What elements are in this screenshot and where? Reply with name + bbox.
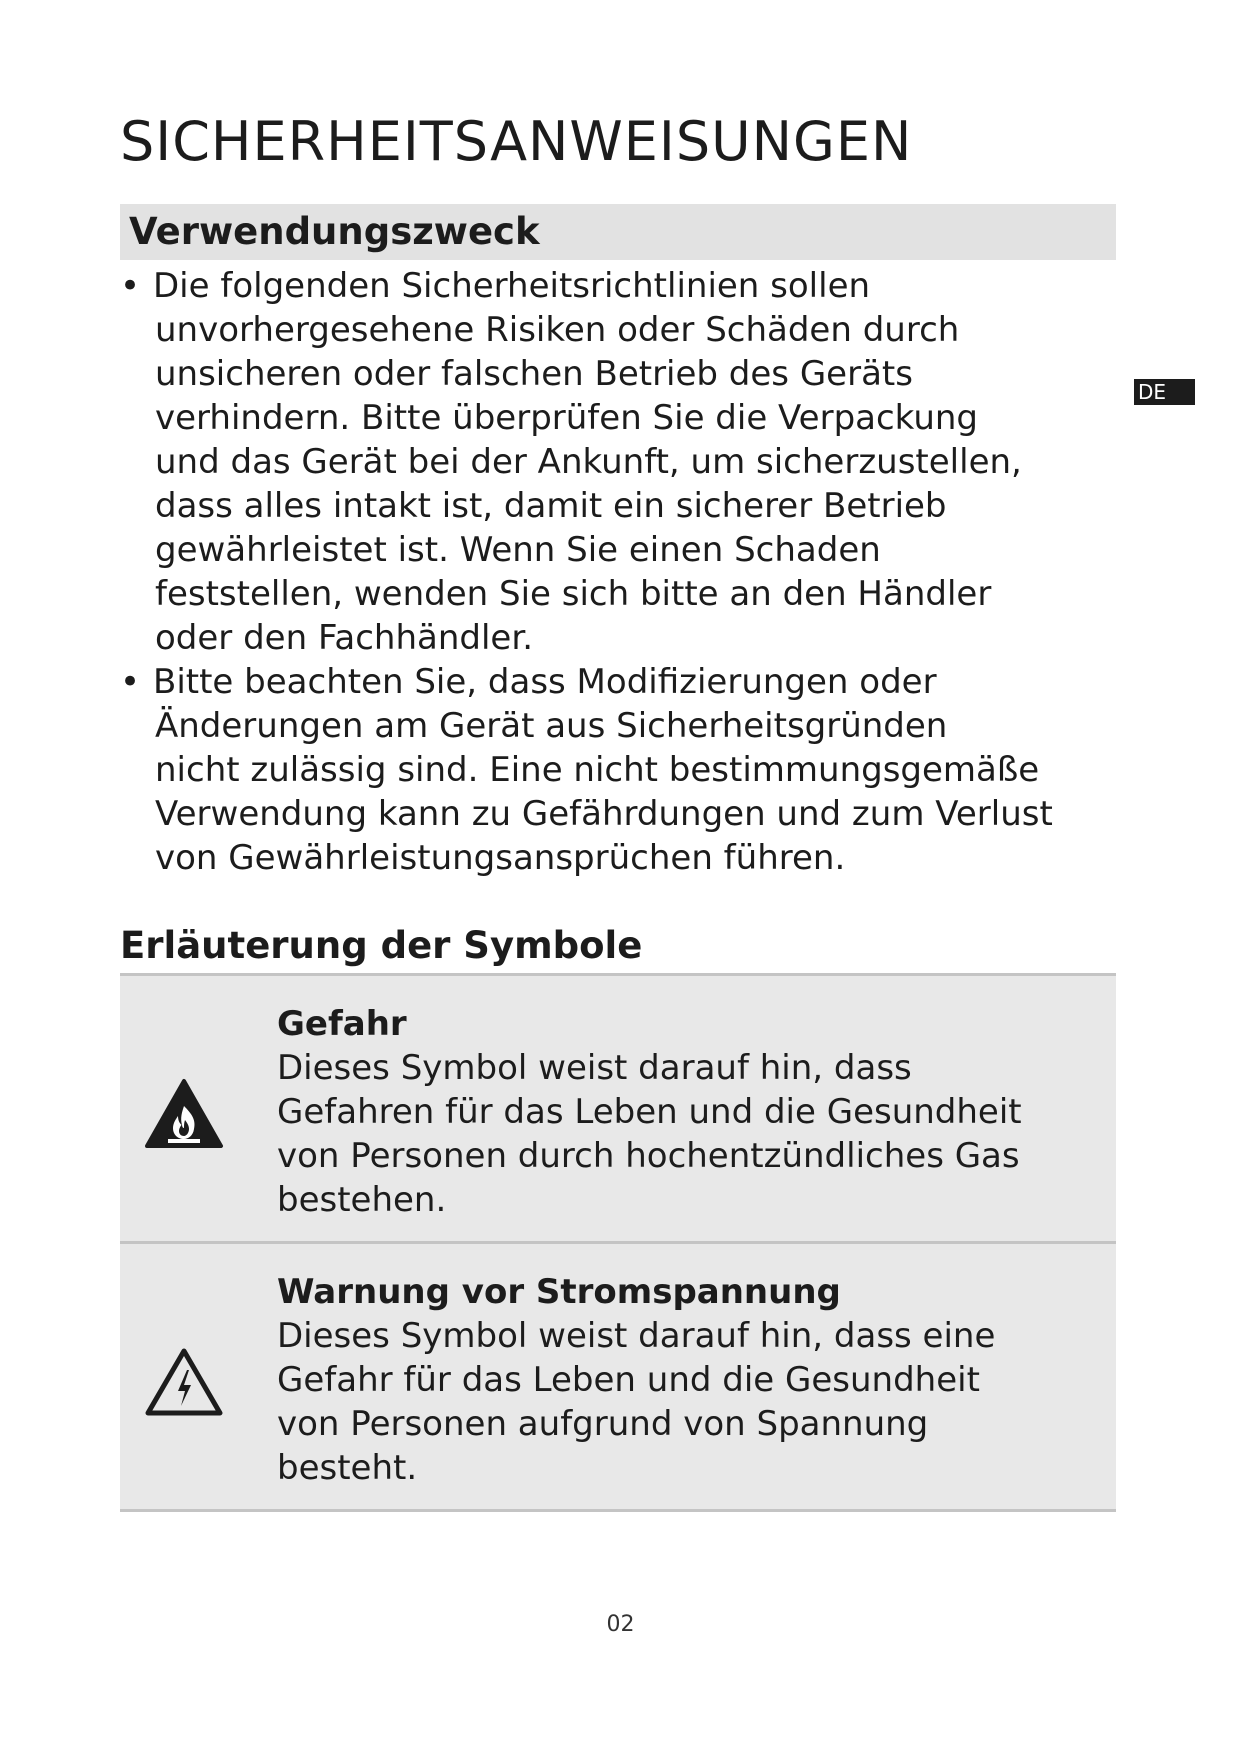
symbol-title: Warnung vor Stromspannung: [277, 1272, 841, 1312]
flame-warning-icon: [144, 1078, 224, 1150]
bullet-marker: •: [120, 662, 141, 702]
page-number: 02: [606, 1612, 635, 1637]
text-line: Änderungen am Gerät aus Sicherheitsgründen: [155, 706, 948, 746]
electric-warning-icon: [144, 1346, 224, 1418]
text-line: Verwendung kann zu Gefährdungen und zum Verlust: [155, 794, 1053, 834]
text-line: besteht.: [277, 1448, 418, 1488]
language-badge: DE: [1134, 379, 1195, 405]
text-line: nicht zulässig sind. Eine nicht bestimmungsgemäße: [155, 750, 1040, 790]
text-line: von Personen durch hochentzündliches Gas: [277, 1136, 1020, 1176]
symbol-row-danger: [120, 976, 1116, 1244]
list-item: [120, 660, 1120, 880]
text-line: bestehen.: [277, 1180, 447, 1220]
symbols-table: [120, 973, 1116, 1512]
text-line: Gefahren für das Leben und die Gesundheit: [277, 1092, 1022, 1132]
text-line: Dieses Symbol weist darauf hin, dass: [277, 1048, 912, 1088]
text-line: Dieses Symbol weist darauf hin, dass eine: [277, 1316, 996, 1356]
symbol-description: [277, 1270, 1107, 1490]
text-line: von Gewährleistungsansprüchen führen.: [155, 838, 846, 878]
intended-use-list: [120, 264, 1120, 880]
text-line: Bitte beachten Sie, dass Modifizierungen oder: [153, 662, 937, 702]
text-line: feststellen, wenden Sie sich bitte an den Händler: [155, 574, 992, 614]
text-line: von Personen aufgrund von Spannung: [277, 1404, 929, 1444]
text-line: Die folgenden Sicherheitsrichtlinien sollen: [153, 266, 871, 306]
section-title: Verwendungszweck: [129, 210, 540, 253]
bullet-marker: •: [120, 266, 141, 306]
list-item: [120, 264, 1120, 660]
text-line: Gefahr für das Leben und die Gesundheit: [277, 1360, 980, 1400]
symbol-title: Gefahr: [277, 1004, 407, 1044]
text-line: unvorhergesehene Risiken oder Schäden durch: [155, 310, 960, 350]
text-line: verhindern. Bitte überprüfen Sie die Verpackung: [155, 398, 979, 438]
text-line: oder den Fachhändler.: [155, 618, 534, 658]
symbol-description: [277, 1002, 1107, 1222]
symbol-row-voltage: [120, 1244, 1116, 1512]
text-line: und das Gerät bei der Ankunft, um sicherzustellen,: [155, 442, 1022, 482]
page-title: SICHERHEITSANWEISUNGEN: [120, 110, 913, 173]
section-header-bar: [120, 204, 1116, 260]
text-line: dass alles intakt ist, damit ein sicherer Betrieb: [155, 486, 947, 526]
text-line: unsicheren oder falschen Betrieb des Geräts: [155, 354, 913, 394]
symbols-heading: Erläuterung der Symbole: [120, 924, 643, 967]
text-line: gewährleistet ist. Wenn Sie einen Schaden: [155, 530, 881, 570]
